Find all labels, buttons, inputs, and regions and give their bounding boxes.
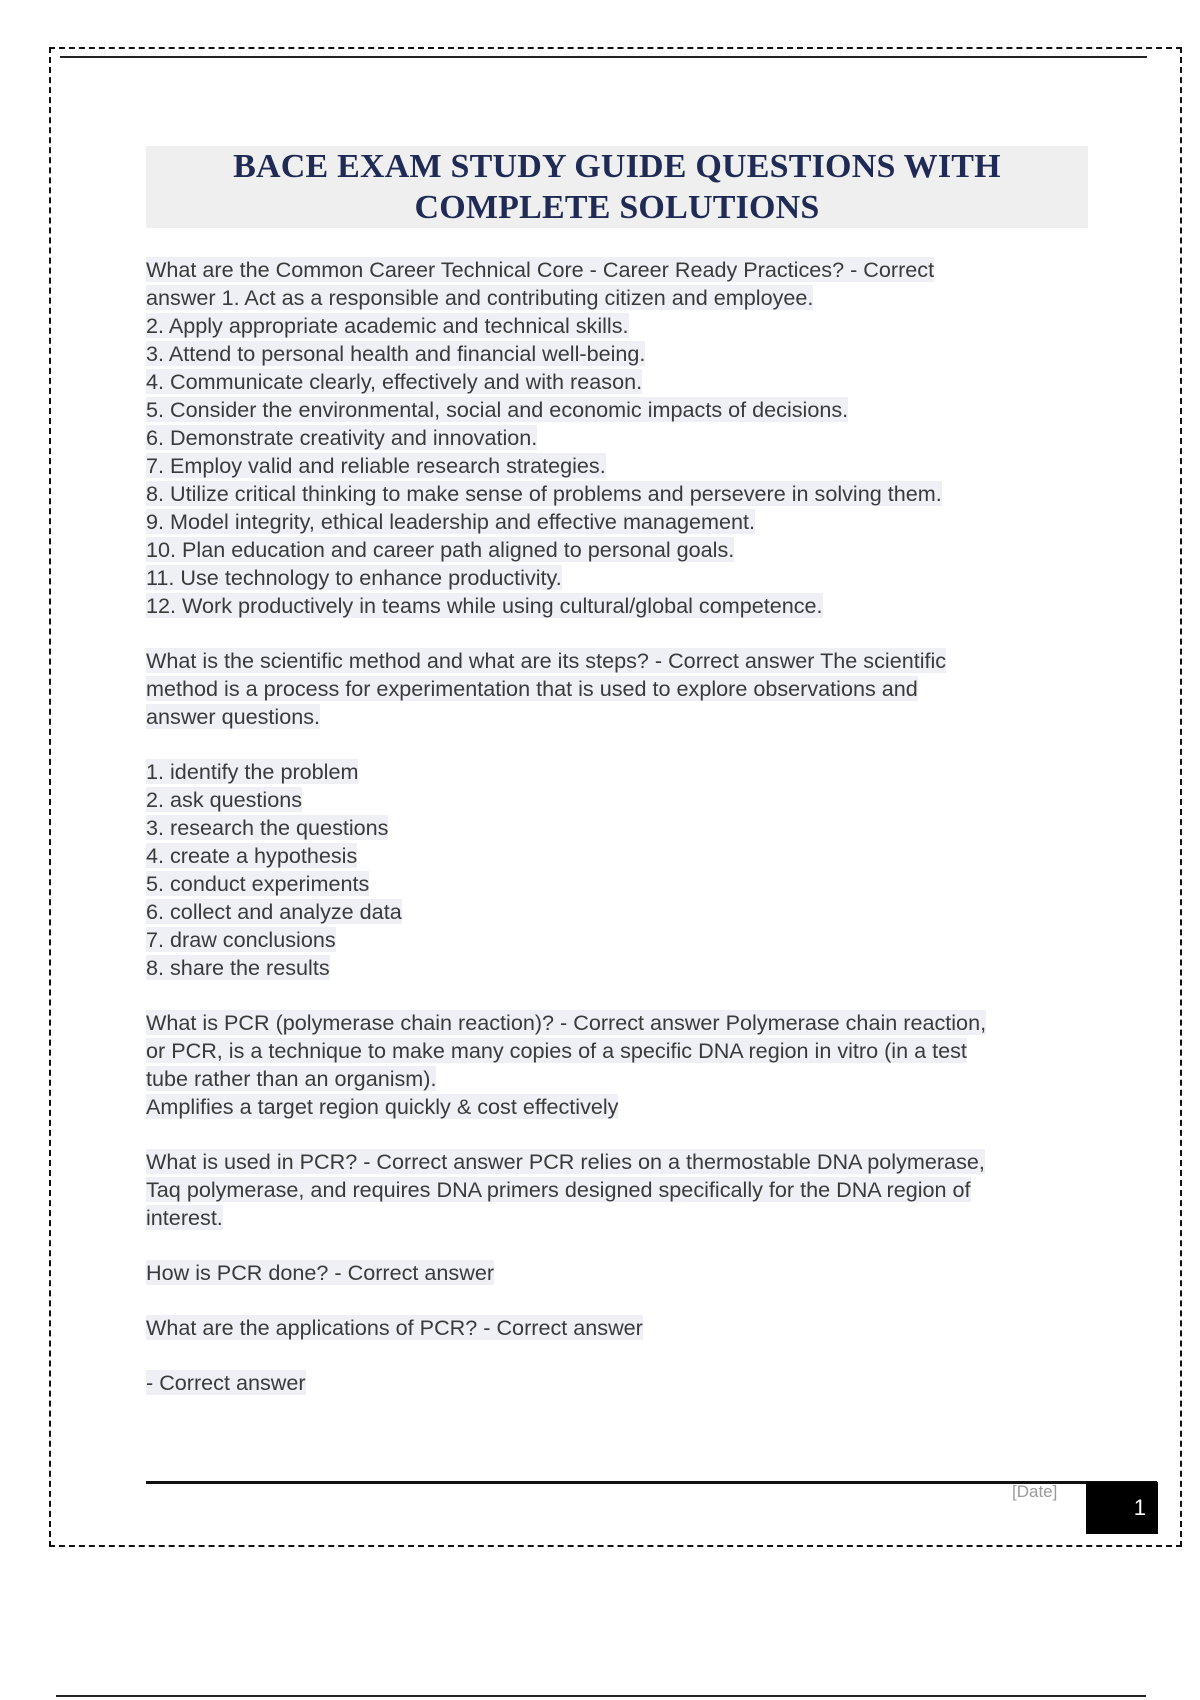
text-line: 2. ask questions xyxy=(146,787,303,812)
title-box xyxy=(146,146,1088,228)
text-line: 7. Employ valid and reliable research strategies. xyxy=(146,453,606,478)
header-rule xyxy=(60,56,1147,58)
paragraph xyxy=(146,1369,1096,1397)
text-line: 8. Utilize critical thinking to make sense of problems and persevere in solving them. xyxy=(146,481,942,506)
text-line: 2. Apply appropriate academic and technical skills. xyxy=(146,313,629,338)
text-line: 6. Demonstrate creativity and innovation. xyxy=(146,425,538,450)
text-line: What is used in PCR? - Correct answer PCR relies on a thermostable DNA polymerase, xyxy=(146,1149,985,1174)
footer-date: [Date] xyxy=(1012,1482,1058,1501)
document-title: BACE EXAM STUDY GUIDE QUESTIONS WITH COMPLETE SOLUTIONS xyxy=(233,148,1001,226)
text-line: or PCR, is a technique to make many copies of a specific DNA region in vitro (in a test xyxy=(146,1038,967,1063)
footer-rule xyxy=(146,1481,1157,1484)
text-line: 1. identify the problem xyxy=(146,759,359,784)
text-line: 4. create a hypothesis xyxy=(146,843,358,868)
text-line: 5. conduct experiments xyxy=(146,871,370,896)
paragraph xyxy=(146,1314,1096,1342)
text-line: What is the scientific method and what are its steps? - Correct answer The scientific xyxy=(146,648,947,673)
text-line: 11. Use technology to enhance productivity. xyxy=(146,565,562,590)
text-line: 7. draw conclusions xyxy=(146,927,336,952)
next-page-rule xyxy=(56,1695,1146,1697)
text-line: 8. share the results xyxy=(146,955,330,980)
text-line: 3. Attend to personal health and financial well-being. xyxy=(146,341,646,366)
page-number: 1 xyxy=(1086,1482,1158,1534)
paragraph xyxy=(146,758,1096,982)
paragraph xyxy=(146,647,1096,731)
document-body xyxy=(146,256,1096,1424)
text-line: answer questions. xyxy=(146,704,321,729)
text-line: - Correct answer xyxy=(146,1370,306,1395)
text-line: 12. Work productively in teams while using cultural/global competence. xyxy=(146,593,823,618)
text-line: 4. Communicate clearly, effectively and with reason. xyxy=(146,369,643,394)
text-line: What are the applications of PCR? - Correct answer xyxy=(146,1315,643,1340)
text-line: 5. Consider the environmental, social and economic impacts of decisions. xyxy=(146,397,849,422)
text-line: 10. Plan education and career path aligned to personal goals. xyxy=(146,537,735,562)
text-line: Amplifies a target region quickly & cost effectively xyxy=(146,1094,619,1119)
text-line: method is a process for experimentation that is used to explore observations and xyxy=(146,676,918,701)
text-line: 3. research the questions xyxy=(146,815,389,840)
text-line: What is PCR (polymerase chain reaction)? - Correct answer Polymerase chain reaction, xyxy=(146,1010,987,1035)
text-line: tube rather than an organism). xyxy=(146,1066,437,1091)
text-line: What are the Common Career Technical Core - Career Ready Practices? - Correct xyxy=(146,257,935,282)
text-line: How is PCR done? - Correct answer xyxy=(146,1260,495,1285)
paragraph xyxy=(146,1009,1096,1121)
text-line: interest. xyxy=(146,1205,223,1230)
text-line: answer 1. Act as a responsible and contributing citizen and employee. xyxy=(146,285,814,310)
text-line: 9. Model integrity, ethical leadership and effective management. xyxy=(146,509,755,534)
paragraph xyxy=(146,1259,1096,1287)
paragraph xyxy=(146,1148,1096,1232)
text-line: Taq polymerase, and requires DNA primers designed specifically for the DNA region of xyxy=(146,1177,971,1202)
text-line: 6. collect and analyze data xyxy=(146,899,402,924)
paragraph xyxy=(146,256,1096,620)
